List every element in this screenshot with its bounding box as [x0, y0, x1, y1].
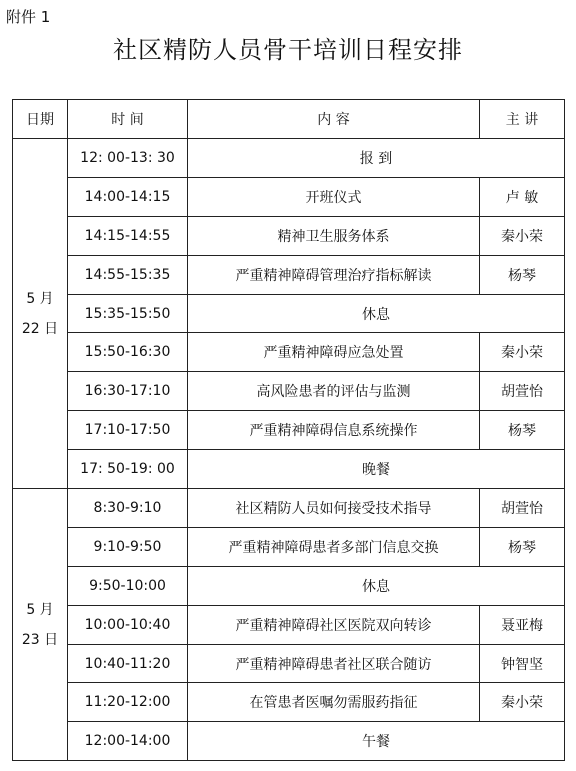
speaker-cell: 秦小荣	[480, 683, 565, 722]
content-cell: 严重精神障碍应急处置	[188, 333, 480, 372]
content-cell: 在管患者医嘱勿需服药指征	[188, 683, 480, 722]
date-day: 23 日	[21, 631, 59, 648]
content-cell: 严重精神障碍社区医院双向转诊	[188, 605, 480, 644]
header-row	[13, 100, 565, 139]
schedule-row	[13, 372, 565, 411]
speaker-cell: 杨琴	[480, 527, 565, 566]
schedule-row	[13, 294, 565, 333]
speaker-cell: 杨琴	[480, 255, 565, 294]
schedule-row	[13, 333, 565, 372]
time-cell: 15:35-15:50	[68, 294, 188, 333]
content-cell: 报 到	[188, 139, 565, 178]
speaker-cell: 聂亚梅	[480, 605, 565, 644]
schedule-row	[13, 527, 565, 566]
content-cell: 社区精防人员如何接受技术指导	[188, 489, 480, 528]
date-day: 22 日	[21, 320, 59, 337]
speaker-cell: 卢 敏	[480, 177, 565, 216]
content-cell: 严重精神障碍信息系统操作	[188, 411, 480, 450]
schedule-row	[13, 489, 565, 528]
date-month: 5 月	[26, 601, 54, 618]
schedule-row	[13, 216, 565, 255]
schedule-row	[13, 139, 565, 178]
time-cell: 12:00-14:00	[68, 722, 188, 761]
time-cell: 9:10-9:50	[68, 527, 188, 566]
content-cell: 精神卫生服务体系	[188, 216, 480, 255]
content-cell: 严重精神障碍管理治疗指标解读	[188, 255, 480, 294]
schedule-row	[13, 566, 565, 605]
schedule-row	[13, 722, 565, 761]
time-cell: 11:20-12:00	[68, 683, 188, 722]
speaker-cell: 钟智坚	[480, 644, 565, 683]
schedule-row	[13, 644, 565, 683]
header-content: 内 容	[188, 100, 480, 139]
time-cell: 16:30-17:10	[68, 372, 188, 411]
schedule-row	[13, 177, 565, 216]
schedule-row	[13, 605, 565, 644]
content-cell: 严重精神障碍患者社区联合随访	[188, 644, 480, 683]
time-cell: 9:50-10:00	[68, 566, 188, 605]
speaker-cell: 秦小荣	[480, 333, 565, 372]
content-cell: 午餐	[188, 722, 565, 761]
time-cell: 8:30-9:10	[68, 489, 188, 528]
time-cell: 12: 00-13: 30	[68, 139, 188, 178]
schedule-row	[13, 450, 565, 489]
date-cell	[13, 489, 68, 761]
date-cell	[13, 139, 68, 489]
annex-label: 附件 1	[6, 8, 51, 26]
time-cell: 17:10-17:50	[68, 411, 188, 450]
content-cell: 严重精神障碍患者多部门信息交换	[188, 527, 480, 566]
content-cell: 休息	[188, 294, 565, 333]
content-cell: 晚餐	[188, 450, 565, 489]
schedule-row	[13, 683, 565, 722]
schedule-row	[13, 411, 565, 450]
time-cell: 10:40-11:20	[68, 644, 188, 683]
speaker-cell: 杨琴	[480, 411, 565, 450]
page-title: 社区精防人员骨干培训日程安排	[113, 36, 463, 64]
time-cell: 14:00-14:15	[68, 177, 188, 216]
header-speaker: 主 讲	[480, 100, 565, 139]
speaker-cell: 胡萱怡	[480, 372, 565, 411]
speaker-cell: 胡萱怡	[480, 489, 565, 528]
schedule-table	[12, 99, 565, 761]
date-month: 5 月	[26, 290, 54, 307]
time-cell: 14:55-15:35	[68, 255, 188, 294]
speaker-cell: 秦小荣	[480, 216, 565, 255]
content-cell: 休息	[188, 566, 565, 605]
header-time: 时 间	[68, 100, 188, 139]
time-cell: 15:50-16:30	[68, 333, 188, 372]
time-cell: 17: 50-19: 00	[68, 450, 188, 489]
time-cell: 14:15-14:55	[68, 216, 188, 255]
schedule-row	[13, 255, 565, 294]
header-date: 日期	[13, 100, 68, 139]
content-cell: 高风险患者的评估与监测	[188, 372, 480, 411]
content-cell: 开班仪式	[188, 177, 480, 216]
time-cell: 10:00-10:40	[68, 605, 188, 644]
